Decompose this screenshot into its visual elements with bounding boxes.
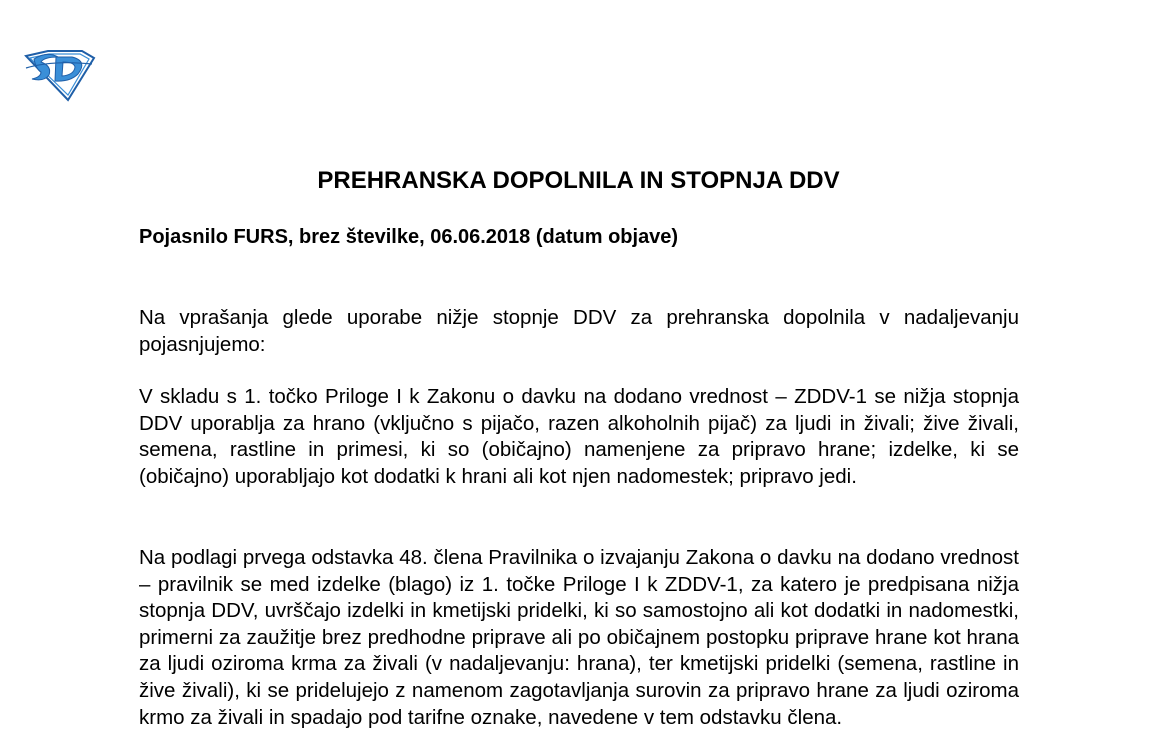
document-subtitle: Pojasnilo FURS, brez številke, 06.06.2018 (datum objave) — [139, 226, 679, 248]
paragraph-zddv: V skladu s 1. točko Priloge I k Zakonu o davku na dodano vrednost – ZDDV-1 se nižja stopnja DDV uporablja za hrano (vključno s pijačo, razen alkoholnih pijač) za ljudi in živali; žive živali, semena, rastline in primesi, ki so (običajno) namenjene za pripravo hrane; izdelke, ki se (običajno) uporabljajo kot dodatki k hrani ali kot njen nadomestek; pripravo jedi. — [139, 385, 1019, 488]
sd-shield-logo-icon — [22, 48, 96, 104]
document-title: PREHRANSKA DOPOLNILA IN STOPNJA DDV — [317, 167, 840, 194]
paragraph-intro: Na vprašanja glede uporabe nižje stopnje DDV za prehranska dopolnila v nadaljevanju pojasnjujemo: — [139, 306, 1019, 356]
paragraph-pravilnik: Na podlagi prvega odstavka 48. člena Pravilnika o izvajanju Zakona o davku na dodano vrednost – pravilnik se med izdelke (blago) iz 1. točke Priloge I k ZDDV-1, za katero je predpisana nižja stopnja DDV, uvrščajo izdelki in kmetijski pridelki, ki so samostojno ali kot dodatki in nadomestki, primerni za zaužitje brez predhodne priprave ali po običajnem postopku priprave hrane kot hrana za ljudi oziroma krma za živali (v nadaljevanju: hrana), ter kmetijski pridelki (semena, rastline in žive živali), ki se pridelujejo z namenom zagotavljanja surovin za pripravo hrane za ljudi oziroma krmo za živali in spadajo pod tarifne oznake, navedene v tem odstavku člena. — [139, 546, 1019, 729]
